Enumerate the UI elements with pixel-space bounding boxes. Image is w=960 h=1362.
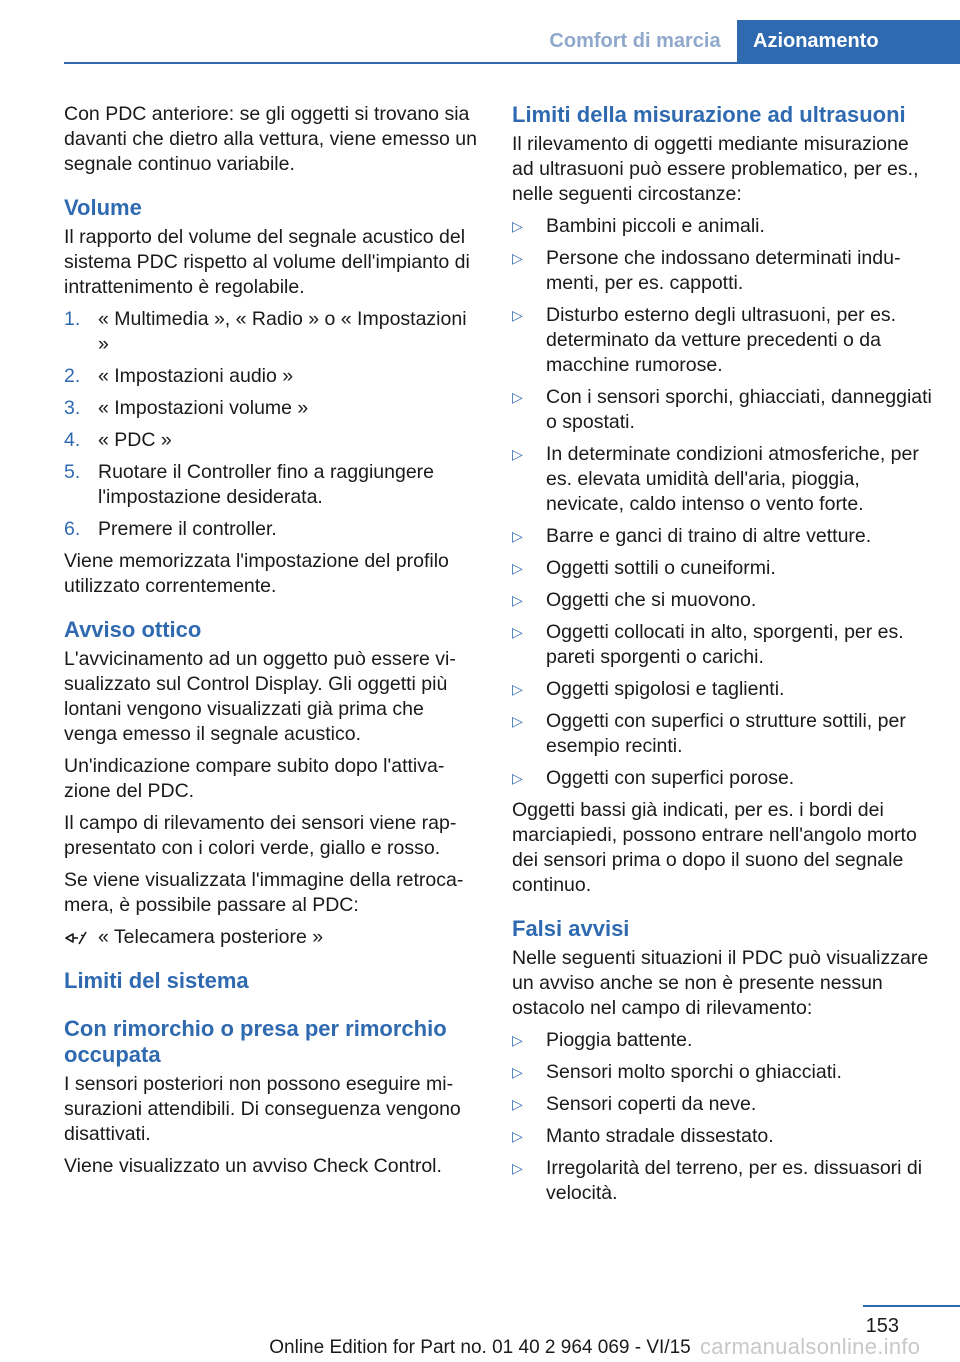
bullet-triangle-icon: ▷ [512, 1032, 523, 1048]
bullet-triangle-icon: ▷ [512, 446, 523, 462]
camera-instruction [64, 925, 480, 950]
bullet-triangle-icon: ▷ [512, 1128, 523, 1144]
list-item-text: Con i sensori sporchi, ghiacciati, danneggiati o spostati. [546, 386, 932, 433]
step-number: 3. [64, 397, 81, 419]
bullet-triangle-icon: ▷ [512, 770, 523, 786]
list-item [512, 588, 932, 613]
list-item [512, 303, 932, 378]
step-number: 2. [64, 365, 81, 387]
step-text: « Impostazioni volume » [98, 397, 309, 419]
list-item-text: Sensori coperti da neve. [546, 1093, 757, 1115]
volume-steps-list [64, 307, 480, 542]
list-item [512, 524, 932, 549]
bullet-triangle-icon: ▷ [512, 713, 523, 729]
volume-heading: Volume [64, 195, 142, 220]
watermark: carmanualsonline.info [700, 1334, 921, 1359]
active-tab: Azionamento [737, 20, 960, 62]
section-tab: Comfort di marcia [549, 29, 721, 52]
list-item [512, 1060, 932, 1085]
intro-paragraph: Con PDC anteriore: se gli oggetti si trovano sia davanti che dietro alla vettura, viene emesso un segnale continuo variabile. [64, 103, 477, 175]
list-item [512, 246, 932, 296]
bullet-triangle-icon: ▷ [512, 592, 523, 608]
list-item-text: Oggetti spigolosi e taglienti. [546, 678, 785, 700]
footer-rule [863, 1305, 960, 1307]
step-text: « PDC » [98, 429, 172, 451]
list-item-text: Persone che indossano determinati indumenti, per es. cappotti. [546, 247, 901, 294]
list-item [64, 460, 480, 510]
list-item-text: Barre e ganci di traino di altre vetture. [546, 525, 872, 547]
list-item-text: In determinate condizioni atmosferiche, per es. elevata umidità dell'aria, pioggia, nevicate, caldo intenso o vento forte. [546, 443, 919, 515]
optical-paragraph-3: Il campo di rilevamento dei sensori viene rappresentato con i colori verde, giallo e rosso. [64, 812, 457, 859]
list-item-text: Oggetti con superfici o strutture sottili, per esempio recinti. [546, 710, 906, 757]
list-item-text: Manto stradale dissestato. [546, 1125, 774, 1147]
step-number: 6. [64, 518, 81, 540]
list-item [64, 428, 480, 453]
bullet-triangle-icon: ▷ [512, 389, 523, 405]
trailer-paragraph-1: I sensori posteriori non possono eseguire misurazioni attendibili. Di conseguenza vengono disattivati. [64, 1073, 461, 1145]
list-item [512, 442, 932, 517]
volume-paragraph: Il rapporto del volume del segnale acustico del sistema PDC rispetto al volume dell'impianto di intrattenimento è regolabile. [64, 226, 470, 298]
list-item [512, 766, 932, 791]
list-item [512, 677, 932, 702]
optical-heading: Avviso ottico [64, 617, 202, 642]
header-tabs [0, 20, 960, 62]
saved-paragraph: Viene memorizzata l'impostazione del profilo utilizzato correntemente. [64, 550, 449, 597]
bullet-triangle-icon: ▷ [512, 1096, 523, 1112]
bullet-triangle-icon: ▷ [512, 560, 523, 576]
list-item [512, 620, 932, 670]
list-item [64, 307, 480, 357]
rear-camera-icon [64, 929, 98, 947]
right-column [512, 102, 932, 1213]
camera-label: « Telecamera posteriore » [98, 926, 324, 948]
bullet-triangle-icon: ▷ [512, 1160, 523, 1176]
list-item-text: Irregolarità del terreno, per es. dissuasori di velocità. [546, 1157, 923, 1204]
list-item [512, 709, 932, 759]
bullet-triangle-icon: ▷ [512, 681, 523, 697]
list-item-text: Sensori molto sporchi o ghiacciati. [546, 1061, 842, 1083]
bullet-triangle-icon: ▷ [512, 218, 523, 234]
step-text: « Multimedia », « Radio » o « Impostazioni » [98, 308, 467, 355]
list-item-text: Oggetti sottili o cuneiformi. [546, 557, 776, 579]
ultrasound-heading: Limiti della misurazione ad ultrasuoni [512, 102, 906, 127]
list-item-text: Oggetti con superfici porose. [546, 767, 795, 789]
bullet-triangle-icon: ▷ [512, 528, 523, 544]
false-warnings-list [512, 1028, 932, 1206]
bullet-triangle-icon: ▷ [512, 624, 523, 640]
step-number: 5. [64, 461, 81, 483]
bullet-triangle-icon: ▷ [512, 250, 523, 266]
list-item [512, 556, 932, 581]
step-text: « Impostazioni audio » [98, 365, 294, 387]
left-column [64, 102, 480, 1186]
list-item [512, 1092, 932, 1117]
bullet-triangle-icon: ▷ [512, 1064, 523, 1080]
header-rule [64, 62, 960, 64]
step-number: 4. [64, 429, 81, 451]
list-item [64, 364, 480, 389]
ultrasound-paragraph: Il rilevamento di oggetti mediante misurazione ad ultrasuoni può essere problematico, per es., nelle seguenti circostanze: [512, 133, 919, 205]
list-item-text: Pioggia battente. [546, 1029, 693, 1051]
false-warnings-heading: Falsi avvisi [512, 916, 630, 941]
list-item [64, 396, 480, 421]
list-item [512, 214, 932, 239]
list-item-text: Disturbo esterno degli ultrasuoni, per es. determinato da vetture precedenti o da macchine rumorose. [546, 304, 897, 376]
list-item-text: Bambini piccoli e animali. [546, 215, 765, 237]
list-item-text: Oggetti che si muovono. [546, 589, 757, 611]
list-item [512, 385, 932, 435]
optical-paragraph-2: Un'indicazione compare subito dopo l'attivazione del PDC. [64, 755, 445, 802]
edition-line: Online Edition for Part no. 01 40 2 964 069 - VI/15 [269, 1337, 691, 1358]
list-item [512, 1028, 932, 1053]
list-item-text: Oggetti collocati in alto, sporgenti, per es. pareti sporgenti o carichi. [546, 621, 904, 668]
bullet-triangle-icon: ▷ [512, 307, 523, 323]
list-item [64, 517, 480, 542]
false-warnings-paragraph: Nelle seguenti situazioni il PDC può visualizzare un avviso anche se non è presente nessun ostacolo nel campo di rilevamento: [512, 947, 929, 1019]
page-number: 153 [865, 1315, 899, 1337]
step-text: Premere il controller. [98, 518, 277, 540]
list-item [512, 1156, 932, 1206]
optical-paragraph-4: Se viene visualizzata l'immagine della retrocamera, è possibile passare al PDC: [64, 869, 464, 916]
step-text: Ruotare il Controller fino a raggiungere l'impostazione desiderata. [98, 461, 435, 508]
ultrasound-list [512, 214, 932, 791]
trailer-paragraph-2: Viene visualizzato un avviso Check Control. [64, 1155, 442, 1177]
trailer-heading: Con rimorchio o presa per rimorchio occupata [64, 1016, 447, 1067]
list-item [512, 1124, 932, 1149]
low-objects-paragraph: Oggetti bassi già indicati, per es. i bordi dei marciapiedi, possono entrare nell'angolo morto dei sensori prima o dopo il suono del segnale continuo. [512, 799, 917, 896]
step-number: 1. [64, 308, 81, 330]
limits-heading: Limiti del sistema [64, 968, 249, 993]
optical-paragraph-1: L'avvicinamento ad un oggetto può essere visualizzato sul Control Display. Gli oggetti più lontani vengono visualizzati già prima che venga emesso il segnale acustico. [64, 648, 456, 745]
